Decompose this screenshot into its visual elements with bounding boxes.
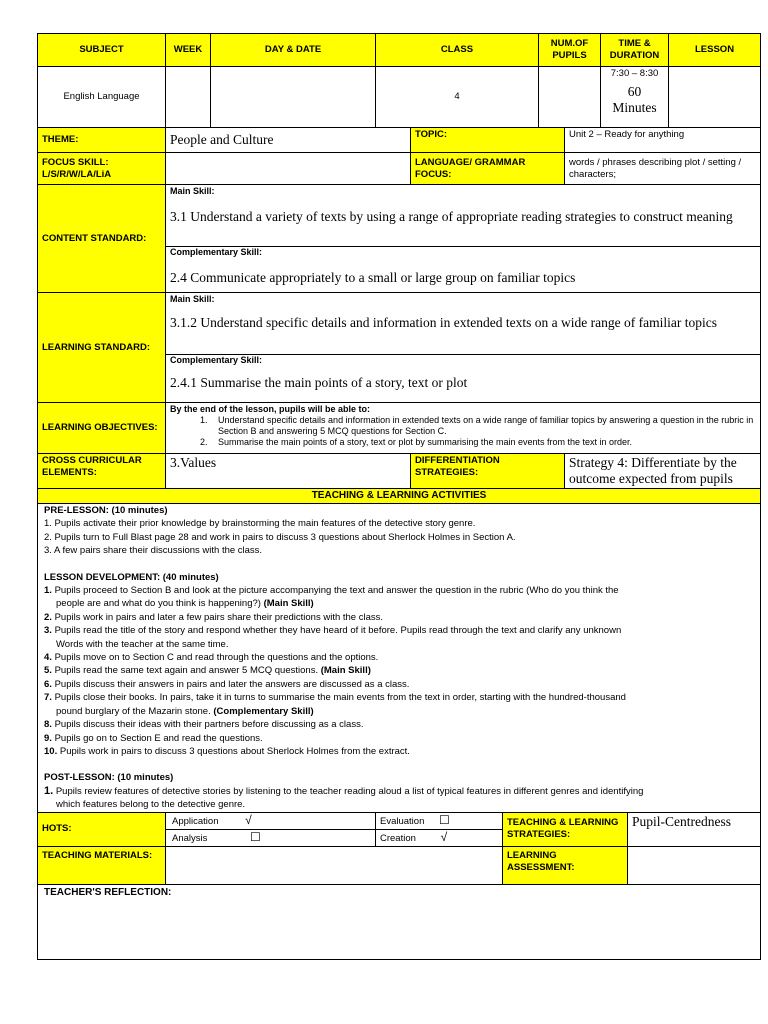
post-lesson-text: Pupils review features of detective stories by listening to the teacher reading aloud a list of typical features in different genres and identifying xyxy=(53,785,644,797)
hots-application-check: √ xyxy=(245,812,252,827)
lesson-dev-text: Pupils close their books. In pairs, take it in turns to summarise the main events from the text in order, starting with the hundred-thousand xyxy=(51,692,626,704)
subject-value: English Language xyxy=(38,67,166,128)
differentiation-label: DIFFERENTIATION STRATEGIES: xyxy=(411,454,565,489)
focus-skill-value xyxy=(166,153,411,185)
activities-title: TEACHING & LEARNING ACTIVITIES xyxy=(38,489,761,504)
lesson-dev-text: Pupils work in pairs and later a few pairs share their predictions with the class. xyxy=(51,611,384,623)
teaching-materials-value xyxy=(166,846,503,884)
language-focus-label: LANGUAGE/ GRAMMAR FOCUS: xyxy=(411,153,565,185)
week-value xyxy=(166,67,211,128)
hots-evaluation-label: Evaluation xyxy=(380,815,425,827)
lesson-plan-table xyxy=(37,33,761,960)
hots-creation xyxy=(376,829,503,846)
subject-header: SUBJECT xyxy=(38,34,166,67)
lesson-dev-num: 6. xyxy=(44,678,52,690)
lesson-dev-cont-text: people are and what do you think is happening?) xyxy=(56,598,264,610)
hots-analysis xyxy=(166,829,376,846)
lesson-dev-num: 1. xyxy=(44,585,52,597)
lesson-dev-text: Pupils work in pairs to discuss 3 questions about Sherlock Holmes from the extract. xyxy=(57,745,410,757)
cross-curricular-label: CROSS CURRICULAR ELEMENTS: xyxy=(38,454,166,489)
objective-item: 1. Understand specific details and information in extended texts on a wide range of familiar topics by answering a question in the rubric in Section B and answering 5 MCQ questions for Section C. xyxy=(210,415,756,437)
learning-assessment-value xyxy=(628,846,761,884)
lesson-dev-text: Pupils discuss their ideas with their partners before discussing as a class. xyxy=(51,719,364,731)
hots-application xyxy=(166,812,376,829)
content-standard-label: CONTENT STANDARD: xyxy=(38,185,166,293)
language-focus-value: words / phrases describing plot / setting / characters; xyxy=(565,153,761,185)
lesson-dev-num: 9. xyxy=(44,732,52,744)
content-main-skill: 3.1 Understand a variety of texts by using a range of appropriate reading strategies to construct meaning xyxy=(170,209,733,224)
post-lesson-heading: POST-LESSON: (10 minutes) xyxy=(44,772,174,784)
learning-assessment-label: LEARNING ASSESSMENT: xyxy=(503,846,628,884)
learning-standard-cell xyxy=(166,293,761,403)
objectives-intro: By the end of the lesson, pupils will be able to: xyxy=(170,404,371,414)
lesson-dev-list xyxy=(44,584,754,758)
lesson-dev-num: 4. xyxy=(44,652,52,664)
time-duration-header: TIME & DURATION xyxy=(601,34,669,67)
hots-evaluation-check: ☐ xyxy=(439,812,450,827)
learning-comp-skill: 2.4.1 Summarise the main points of a story, text or plot xyxy=(170,375,468,390)
lesson-dev-text: Pupils proceed to Section B and look at the picture accompanying the text and answer the question in the rubric (Who do you think the xyxy=(51,585,619,597)
lesson-dev-skill: (Main Skill) xyxy=(320,665,371,677)
lesson-dev-num: 3. xyxy=(44,625,52,637)
objective-item: 2. Summarise the main points of a story, text or plot by summarising the main events from the text in order. xyxy=(210,437,756,448)
day-date-header: DAY & DATE xyxy=(211,34,376,67)
content-standard-cell xyxy=(166,185,761,293)
duration-value: 60 Minutes xyxy=(612,84,657,115)
lesson-dev-item xyxy=(44,624,754,637)
hots-analysis-check: ☐ xyxy=(250,829,261,844)
lesson-dev-item xyxy=(44,664,754,677)
learning-standard-label: LEARNING STANDARD: xyxy=(38,293,166,403)
theme-value: People and Culture xyxy=(166,128,411,153)
lesson-dev-item xyxy=(44,678,754,691)
content-main-skill-label: Main Skill: xyxy=(170,186,215,196)
objectives-list xyxy=(170,415,756,448)
lesson-dev-item xyxy=(44,611,754,624)
lesson-plan xyxy=(37,33,760,960)
hots-creation-check: √ xyxy=(440,829,448,844)
lesson-value xyxy=(669,67,761,128)
lesson-dev-heading: LESSON DEVELOPMENT: (40 minutes) xyxy=(44,571,219,583)
time-value: 7:30 – 8:30 xyxy=(610,68,659,79)
learning-objectives-cell xyxy=(166,403,761,454)
num-pupils-value xyxy=(539,67,601,128)
time-duration-value xyxy=(601,67,669,128)
teachers-reflection: TEACHER'S REFLECTION: xyxy=(38,884,761,959)
lesson-dev-num: 2. xyxy=(44,611,52,623)
lesson-dev-cont xyxy=(44,638,754,651)
class-value: 4 xyxy=(376,67,539,128)
lesson-dev-text: Pupils discuss their answers in pairs and later the answers are discussed as a class. xyxy=(51,678,410,690)
lesson-dev-text: Pupils read the title of the story and respond whether they have heard of it before. Pupils read through the text and clarify any unknown xyxy=(51,625,622,637)
content-comp-skill-label: Complementary Skill: xyxy=(170,247,263,257)
post-lesson-num: 1. xyxy=(44,784,54,797)
lesson-dev-item xyxy=(44,732,754,745)
focus-skill-label: FOCUS SKILL: L/S/R/W/LA/LiA xyxy=(38,153,166,185)
lesson-dev-cont xyxy=(44,597,754,610)
lesson-dev-text: Pupils go on to Section E and read the questions. xyxy=(51,732,263,744)
lesson-dev-skill: (Complementary Skill) xyxy=(213,705,314,717)
lesson-dev-num: 5. xyxy=(44,665,52,677)
lesson-dev-item xyxy=(44,584,754,597)
learning-comp-skill-label: Complementary Skill: xyxy=(170,355,263,365)
lesson-dev-num: 8. xyxy=(44,719,52,731)
teaching-materials-label: TEACHING MATERIALS: xyxy=(38,846,166,884)
tl-strategies-label: TEACHING & LEARNING STRATEGIES: xyxy=(503,812,628,846)
num-pupils-header: NUM.OF PUPILS xyxy=(539,34,601,67)
lesson-dev-text: Pupils read the same text again and answer 5 MCQ questions. xyxy=(51,665,321,677)
hots-analysis-label: Analysis xyxy=(172,832,208,844)
lesson-dev-num: 10. xyxy=(44,745,58,757)
lesson-header: LESSON xyxy=(669,34,761,67)
activities-body xyxy=(38,504,761,813)
learning-main-skill: 3.1.2 Understand specific details and information in extended texts on a wide range of familiar topics xyxy=(170,315,717,330)
lesson-dev-cont-text: Words with the teacher at the same time. xyxy=(56,638,229,650)
lesson-dev-cont xyxy=(44,705,754,718)
topic-label: TOPIC: xyxy=(411,128,565,153)
lesson-dev-item xyxy=(44,691,754,704)
topic-value: Unit 2 – Ready for anything xyxy=(565,128,761,153)
pre-lesson-heading: PRE-LESSON: (10 minutes) xyxy=(44,505,168,516)
lesson-dev-text: Pupils move on to Section C and read through the questions and the options. xyxy=(51,652,379,664)
lesson-dev-num: 7. xyxy=(44,692,52,704)
pre-lesson-item: 2. Pupils turn to Full Blast page 28 and work in pairs to discuss 3 questions about Sherlock Holmes in Section A. xyxy=(44,531,516,543)
hots-label: HOTS: xyxy=(38,812,166,846)
cross-curricular-value: 3.Values xyxy=(166,454,411,489)
week-header: WEEK xyxy=(166,34,211,67)
content-comp-skill: 2.4 Communicate appropriately to a small or large group on familiar topics xyxy=(170,270,576,285)
tl-strategies-value: Pupil-Centredness xyxy=(628,812,761,846)
lesson-dev-skill: (Main Skill) xyxy=(263,598,314,610)
day-date-value xyxy=(211,67,376,128)
lesson-dev-item xyxy=(44,651,754,664)
lesson-dev-cont-text: pound burglary of the Mazarin stone. xyxy=(56,705,214,717)
post-lesson-item xyxy=(44,785,754,798)
theme-label: THEME: xyxy=(38,128,166,153)
pre-lesson-item: 3. A few pairs share their discussions with the class. xyxy=(44,545,263,557)
hots-evaluation xyxy=(376,812,503,829)
post-lesson-cont: which features belong to the detective genre. xyxy=(56,799,246,811)
learning-main-skill-label: Main Skill: xyxy=(170,294,215,304)
class-header: CLASS xyxy=(376,34,539,67)
lesson-dev-item xyxy=(44,718,754,731)
learning-objectives-label: LEARNING OBJECTIVES: xyxy=(38,403,166,454)
hots-creation-label: Creation xyxy=(380,832,416,844)
lesson-dev-item xyxy=(44,745,754,758)
differentiation-value: Strategy 4: Differentiate by the outcome expected from pupils xyxy=(565,454,761,489)
hots-application-label: Application xyxy=(172,815,219,827)
pre-lesson-item: 1. Pupils activate their prior knowledge by brainstorming the main features of the detective story genre. xyxy=(44,518,476,530)
